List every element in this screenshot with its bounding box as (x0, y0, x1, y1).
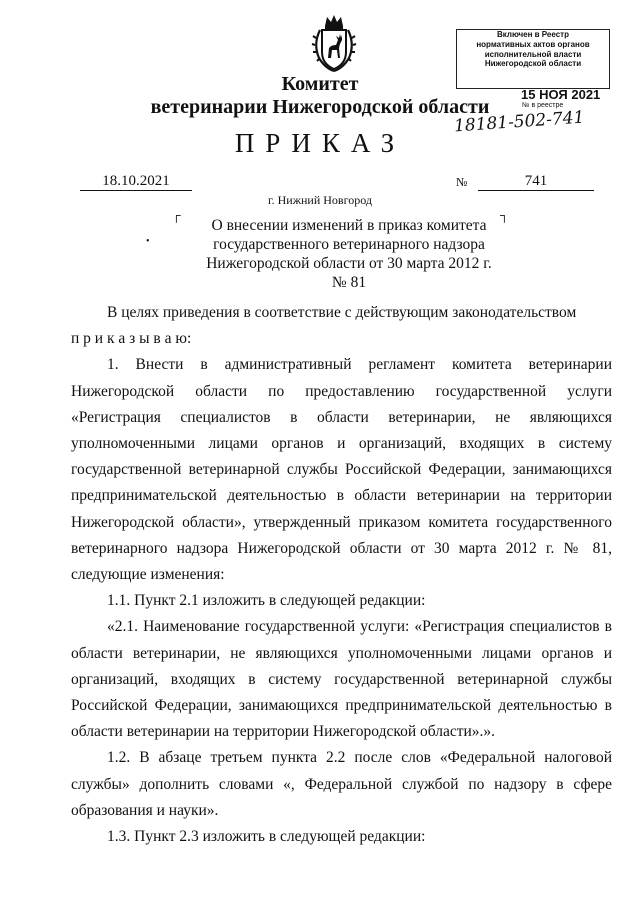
stamp-line: нормативных актов органов (476, 39, 590, 49)
coat-of-arms-icon (311, 14, 357, 72)
body-paragraph-item-1: 1. Внести в административный регламент комитета ветеринарии Нижегородской области по предоставлению государственной услуги «Регистрация специалистов в области ветеринарии, не являющихся уполномоченными лицами органов и организаций, входящих в систему государственной ветеринарной службы Российской Федерации, занимающихся предпринимательской деятельностью в области ветеринарии на территории Нижегородской области», утвержденный приказом комитета государственного ветеринарного надзора Нижегородской области от 30 марта 2012 г. № 81, следующие изменения: (71, 356, 612, 584)
stamp-line: Включен в Реестр (497, 30, 569, 39)
body-paragraph-item-1-2: 1.2. В абзаце третьем пункта 2.2 после слов «Федеральной налоговой службы» дополнить словами «, Федеральной службой по надзору в сфере образования и науки». (71, 749, 612, 819)
order-number: 741 (478, 172, 594, 191)
org-name-line-2: ветеринарии Нижегородской области (150, 96, 490, 118)
registry-number-handwritten: 18181-502-741 (453, 107, 586, 137)
body-paragraph-item-1-1: 1.1. Пункт 2.1 изложить в следующей редакции: (107, 592, 426, 610)
order-title (200, 216, 498, 292)
title-line: Нижегородской области от 30 марта 2012 г. (206, 255, 492, 272)
body-paragraph-preamble: В целях приведения в соответствие с действующим законодательством (107, 304, 577, 321)
stamp-line: Нижегородской области (484, 59, 582, 69)
body-paragraph-quote-2-1: «2.1. Наименование государственной услуги: «Регистрация специалистов в области ветеринарии, не являющихся уполномоченными лицами органов и организаций, входящих в систему государственной ветеринарной службы Российской Федерации, занимающихся предпринимательской деятельностью в области ветеринарии на территории Нижегородской области».». (71, 618, 612, 741)
body-paragraph-item-1-3: 1.3. Пункт 2.3 изложить в следующей редакции: (107, 828, 426, 846)
stamp-line: исполнительной власти (484, 49, 582, 59)
order-date: 18.10.2021 (80, 172, 192, 191)
corner-bracket-left: ┌ (172, 208, 181, 222)
city-line: г. Нижний Новгород (268, 193, 372, 207)
registry-number-label: № в реестре (522, 102, 564, 109)
document-type-heading: ПРИКАЗ (234, 128, 406, 158)
order-number-label: № (456, 175, 468, 189)
corner-bracket-right: ┐ (500, 208, 509, 222)
org-name-line-1: Комитет (281, 73, 359, 95)
order-body (71, 300, 612, 850)
title-line: О внесении изменений в приказ комитета (211, 217, 487, 234)
title-line: государственного ветеринарного надзора (213, 236, 485, 253)
registry-date: 15 НОЯ 2021 (521, 87, 601, 102)
body-paragraph-orders: п р и к а з ы в а ю: (71, 330, 192, 348)
scan-dot: • (146, 236, 150, 247)
title-line: № 81 (331, 274, 367, 291)
